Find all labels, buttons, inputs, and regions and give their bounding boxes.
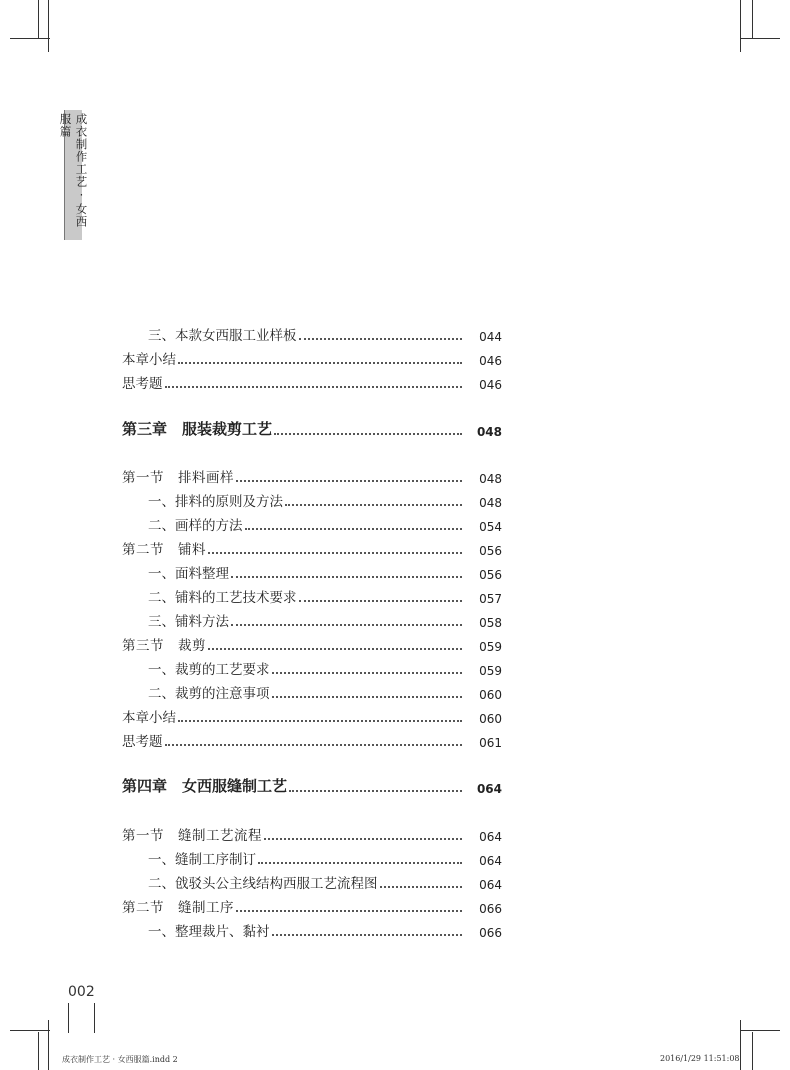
dot-leader xyxy=(178,719,462,722)
toc-entry xyxy=(122,512,502,534)
toc-entry xyxy=(122,846,502,868)
toc-entry-title: 三、本款女西服工业样板 xyxy=(148,328,297,344)
page-corner-mark xyxy=(94,1003,95,1033)
toc-entry-title: 二、裁剪的注意事项 xyxy=(148,686,270,702)
toc-entry xyxy=(122,536,502,558)
toc-entry xyxy=(122,608,502,630)
dot-leader xyxy=(380,885,463,888)
toc-entry-title: 一、面料整理 xyxy=(148,566,229,582)
dot-leader xyxy=(236,909,462,912)
toc-entry-page: 064 xyxy=(479,878,502,892)
toc-entry-page: 064 xyxy=(479,854,502,868)
crop-mark xyxy=(740,38,780,39)
crop-mark xyxy=(38,0,39,38)
toc-entry xyxy=(122,774,502,796)
toc-entry xyxy=(122,322,502,344)
toc-entry xyxy=(122,728,502,750)
crop-mark xyxy=(10,1030,50,1031)
toc-entry xyxy=(122,488,502,510)
toc-entry xyxy=(122,346,502,368)
toc-entry-page: 064 xyxy=(479,830,502,844)
toc-entry-title: 第二节 缝制工序 xyxy=(122,900,234,916)
toc-entry-title: 第一节 缝制工艺流程 xyxy=(122,828,262,844)
toc-entry-title: 一、裁剪的工艺要求 xyxy=(148,662,270,678)
toc-entry-title: 思考题 xyxy=(122,376,163,392)
dot-leader xyxy=(258,861,462,864)
toc-entry-title: 第四章 女西服缝制工艺 xyxy=(122,777,288,795)
toc-entry xyxy=(122,584,502,606)
toc-entry xyxy=(122,680,502,702)
toc-entry xyxy=(122,870,502,892)
dot-leader xyxy=(272,695,463,698)
toc-entry-title: 本章小结 xyxy=(122,352,176,368)
dot-leader xyxy=(285,503,462,506)
crop-mark xyxy=(740,1030,780,1031)
toc-entry xyxy=(122,822,502,844)
crop-mark xyxy=(740,0,741,52)
dot-leader xyxy=(165,385,463,388)
toc-entry-page: 057 xyxy=(479,592,502,606)
toc-entry-page: 058 xyxy=(479,616,502,630)
dot-leader xyxy=(208,551,462,554)
toc-entry xyxy=(122,632,502,654)
toc-entry-title: 二、铺料的工艺技术要求 xyxy=(148,590,297,606)
toc-entry-page: 046 xyxy=(479,354,502,368)
dot-leader xyxy=(208,647,462,650)
toc-entry xyxy=(122,656,502,678)
dot-leader xyxy=(299,337,463,340)
toc-entry-title: 一、整理裁片、黏衬 xyxy=(148,924,270,940)
dot-leader xyxy=(245,527,463,530)
dot-leader xyxy=(165,743,463,746)
toc-entry-title: 第二节 铺料 xyxy=(122,542,206,558)
toc-entry-page: 060 xyxy=(479,712,502,726)
toc-entry-page: 048 xyxy=(479,472,502,486)
toc-entry xyxy=(122,918,502,940)
toc-entry-title: 一、缝制工序制订 xyxy=(148,852,256,868)
toc-entry-title: 第三章 服装裁剪工艺 xyxy=(122,420,273,438)
toc-entry-page: 056 xyxy=(479,544,502,558)
dot-leader xyxy=(289,789,462,792)
toc-entry-title: 第三节 裁剪 xyxy=(122,638,206,654)
crop-mark xyxy=(48,1020,49,1070)
toc-entry-page: 059 xyxy=(479,664,502,678)
crop-mark xyxy=(10,38,50,39)
dot-leader xyxy=(231,575,462,578)
dot-leader xyxy=(264,837,462,840)
toc-entry-page: 054 xyxy=(479,520,502,534)
toc-entry xyxy=(122,704,502,726)
toc-entry-title: 二、戗驳头公主线结构西服工艺流程图 xyxy=(148,876,378,892)
toc-entry-page: 066 xyxy=(479,926,502,940)
crop-mark xyxy=(740,1020,741,1070)
dot-leader xyxy=(299,599,463,602)
crop-mark xyxy=(752,1032,753,1070)
crop-mark xyxy=(38,1032,39,1070)
page-number: 002 xyxy=(68,984,95,1000)
toc-entry xyxy=(122,464,502,486)
toc-entry xyxy=(122,894,502,916)
toc-entry-title: 本章小结 xyxy=(122,710,176,726)
toc-entry-page: 060 xyxy=(479,688,502,702)
dot-leader xyxy=(272,933,463,936)
toc-entry xyxy=(122,370,502,392)
dot-leader xyxy=(178,361,462,364)
dot-leader xyxy=(272,671,463,674)
toc-entry-page: 059 xyxy=(479,640,502,654)
footer-timestamp: 2016/1/29 11:51:08 xyxy=(660,1054,740,1063)
side-tab-book-title: 成衣制作工艺·女西服篇 xyxy=(64,110,82,240)
toc-entry-page: 066 xyxy=(479,902,502,916)
crop-mark xyxy=(48,0,49,52)
toc-entry-page: 061 xyxy=(479,736,502,750)
toc-entry-title: 第一节 排料画样 xyxy=(122,470,234,486)
dot-leader xyxy=(236,479,462,482)
toc-entry xyxy=(122,417,502,439)
toc-entry-page: 046 xyxy=(479,378,502,392)
toc-entry-title: 二、画样的方法 xyxy=(148,518,243,534)
toc-entry xyxy=(122,560,502,582)
toc-entry-page: 064 xyxy=(476,782,502,796)
toc-entry-title: 一、排料的原则及方法 xyxy=(148,494,283,510)
toc-entry-page: 048 xyxy=(479,496,502,510)
toc-entry-page: 056 xyxy=(479,568,502,582)
toc-entry-page: 048 xyxy=(476,425,502,439)
toc-entry-page: 044 xyxy=(479,330,502,344)
crop-mark xyxy=(752,0,753,38)
dot-leader xyxy=(231,623,462,626)
page-corner-mark xyxy=(68,1003,69,1033)
dot-leader xyxy=(274,432,462,435)
toc-entry-title: 三、铺料方法 xyxy=(148,614,229,630)
footer-file-name: 成衣制作工艺 · 女西服篇.indd 2 xyxy=(62,1055,178,1064)
toc-entry-title: 思考题 xyxy=(122,734,163,750)
